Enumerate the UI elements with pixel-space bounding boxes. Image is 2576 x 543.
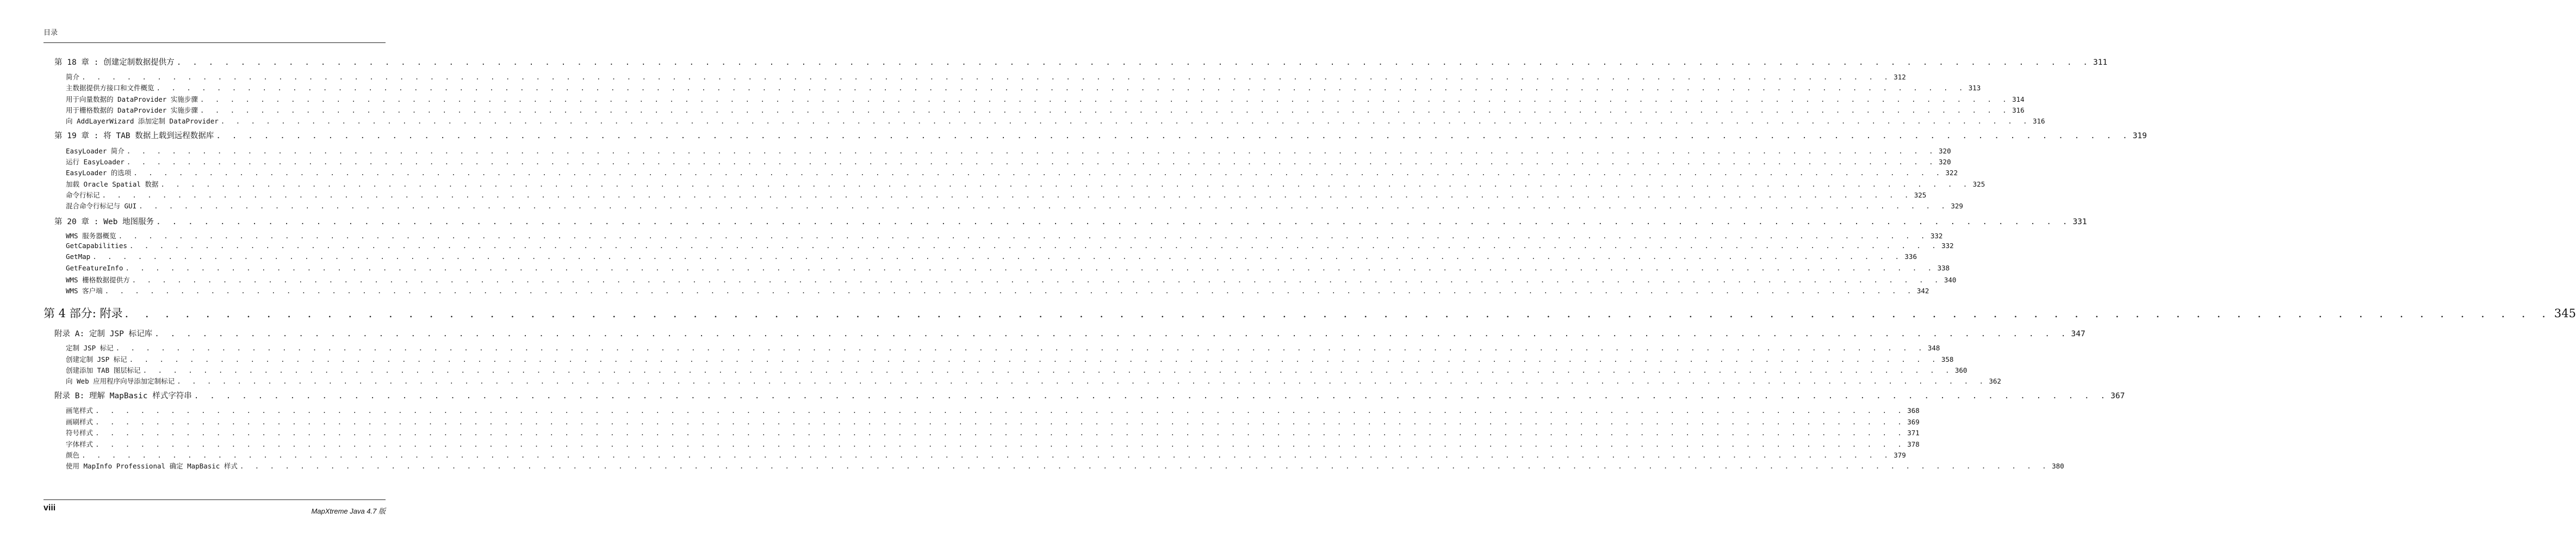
dot-leader: . . . . . . . . . . . . . . . . . . . . . . . . . . . . . . . . . . . . . . . . . . . . . . . . . . . . . . . . . . . . . . . . . . . . . . . . . . . . . . . . . . . . . . . . . . . . . . . . . . . . . . . . . . . . . . . . . . . . . . . .	[115, 344, 1926, 352]
toc-entry-page-number: 362	[1989, 377, 2001, 385]
toc-entry-page-number: 338	[1937, 264, 1950, 272]
toc-entry-page-number: 332	[1930, 232, 1943, 240]
toc-entry-title: GetFeatureInfo	[66, 264, 123, 272]
toc-entry-page-number: 325	[1972, 180, 1985, 188]
toc-entry-page-number: 360	[1954, 366, 1967, 374]
toc-entry-page-number: 325	[1914, 191, 1927, 199]
toc-entry-section[interactable]	[66, 365, 1967, 375]
toc-entry-title: 加载 Oracle Spatial 数据	[66, 180, 159, 188]
dot-leader: . . . . . . . . . . . . . . . . . . . . . . . . . . . . . . . . . . . . . . . . . . . . . . . . . . . . . . . . . . . . . . . . . . . . . . . . . . . . . . . . . . . . . . . . . . . . . . . . . . . . . . . . . . . . . . . . . . . . . . . .	[200, 106, 2010, 114]
dot-leader: . . . . . . . . . . . . . . . . . . . . . . . . . . . . . . . . . . . . . . . . . . . . . . . . . . . . . . . . . . . . . . . . . . . . . . . . . . . . . . . . . . . . . . . . . . . . . . . . . . . . . . . . . . . . . . . . . . . . . . . .	[126, 147, 1937, 155]
dot-leader: . . . . . . . . . . . . . . . . . . . . . . . . . . . . . . . . . . . . . . . . . . . . . . . . . . . . . . . . . . . . . . . . . . . . . . . . . . . . . . . . . . . . . . . . . . . . . . . . . . . . . . . . . . . . . . . . . . . . . . . .	[160, 180, 1971, 188]
toc-entry-title: 创建添加 TAB 图层标记	[66, 366, 141, 374]
dot-leader: . . . . . . . . . . . . . . . . . . . . . . . . . . . . . . . . . . . . . . . . . . . . . . . . . . . . . . . . . . . . . . . . . . . . . . . . . . . . . . . . . . . . . . . . . . . . . . . . . . . . . . . . . . . . . . . . . . . . . . . .	[95, 440, 1905, 448]
toc-entry-page-number: 312	[1894, 73, 1906, 81]
dot-leader: . . . . . . . . . . . . . . . . . . . . . . . . . . . . . . . . . . . . . . . . . . . . . . . . . . . . . . . . . . . . . . . . . . . . . . . . . . . . . . . . . . . . . . . . . . . . . . . . . . . . . . . . . . . . . . . . . . . . . . . .	[200, 95, 2010, 103]
toc-entry-title: 主数据提供方接口和文件概览	[66, 84, 154, 92]
toc-entry-chapter[interactable]	[54, 390, 2125, 401]
toc-entry-page-number: 371	[1907, 429, 1920, 437]
toc-entry-page-number: 342	[1916, 287, 1929, 295]
toc-entry-section[interactable]	[66, 201, 1963, 211]
dot-leader: . . . . . . . . . . . . . . . . . . . . . . . . . . . . . . . . . . . . . . . . . . . . . . . . . . . . . . . . . . . . . . . . . . . . . . . . . . . . . . . . . . . . . . . . . . . . . . . . . . . . . . . . . . . . . . . . . . . . . . . .	[82, 451, 1892, 459]
toc-entry-title: WMS 服务器概览	[66, 232, 116, 240]
dot-leader: . . . . . . . . . . . . . . . . . . . . . . . . . . . . . . . . . . . . . . . . . . . . . . . . . . . . . . . . . . . . . . . . . . . . . . . . . . . . . . . . . . . . . . . . . . . . . . . . . . . . . . . . . . . . . . . . . . . . . . . .	[104, 287, 1915, 295]
toc-entry-chapter[interactable]	[54, 328, 2085, 339]
dot-leader: . . . . . . . . . . . . . . . . . . . . . . . . . . . . . . . . . . . . . . . . . . . . . . . . . . . . . . . . . . . . . . . . . . . . . . . . . . . . . . . . . . . . . . . . . . . . . . . . . . . . . . . . . . . . . . . . . . . . . . . .	[139, 202, 1949, 210]
header-rule	[44, 42, 386, 43]
dot-leader: . . . . . . . . . . . . . . . . . . . . . . . . . . . . . . . . . . . . . . . . . . . . . . . . . . . . . . . . . . . . . . . . . . . . . . . . . . . . . . . . . . . . . . . . . . . . . . . . . . . . . . . . . . . . . . . . . . . . . . . .	[133, 169, 1944, 177]
toc-entry-title: 附录 A: 定制 JSP 标记库	[54, 330, 153, 338]
dot-leader: . . . . . . . . . . . . . . . . . . . . . . . . . . . . . . . . . . . . . . . . . . . . . . . . . . . . . . . . . . . . . . . . . . . . . . . . . . . . . . . . . . . . . . . . . . . . . . . . . . . . . . . . . . . . . . . . . . . . . . . .	[92, 252, 1903, 261]
dot-leader: . . . . . . . . . . . . . . . . . . . . . . . . . . . . . . . . . . . . . . . . . . . . . . . . . . . . . . . . . . . . . . . . . . . . . . . . . . . . . . . . . . . . . . . . . . . . . . . . . . . . . . . . . . . . . . . . . . . . . . . .	[129, 242, 1940, 250]
dot-leader: . . . . . . . . . . . . . . . . . . . . . . . . . . . . . . . . . . . . . . . . . . . . . . . . . . . . . . . . . . . . . . . . . . . . . . . . . . . . . . . . . . . . . . . . . . . . . . . . . . . . . . . . . . . . . . . . . . . . . . . .	[156, 218, 2071, 226]
dot-leader: . . . . . . . . . . . . . . . . . . . . . . . . . . . . . . . . . . . . . . . . . . . . . . . . . . . . . . . . . . . . . . . . . . . . . . . . . . . . . . . . . . . . . . . . . . . . . . . . . . . . . . . . . . . . . . . . . . . . . . . .	[220, 117, 2031, 125]
toc-entry-page-number: 311	[2093, 58, 2108, 67]
toc-entry-section[interactable]	[66, 179, 1985, 189]
toc-entry-section[interactable]	[66, 343, 1940, 353]
dot-leader: . . . . . . . . . . . . . . . . . . . . . . . . . . . . . . . . . . . . . . . . . . . . . . . . . . . . . . . . . . . . . . . . . . . . . . . . . . . . . . . . . . . . . . . . . . . . . . . . . . . . . . . . . . . . . . . . . . . . . . . .	[156, 84, 1966, 92]
toc-entry-title: 运行 EasyLoader	[66, 158, 125, 166]
toc-entry-chapter[interactable]	[54, 56, 2108, 67]
dot-leader: . . . . . . . . . . . . . . . . . . . . . . . . . . . . . . . . . . . . . . . . . . . . . . . . . . . . . . . . . . . . . . . . . . . . . . . . . . . . . . . . . . . . . . . . . . . . . . . . . . . . . . . . . . . . . . . . . . . . . . . .	[177, 377, 1987, 385]
toc-entry-section[interactable]	[66, 190, 1927, 200]
toc-entry-section[interactable]	[66, 417, 1920, 427]
dot-leader: . . . . . . . . . . . . . . . . . . . . . . . . . . . . . . . . . . . . . . . . . . . . . . . . . . . . . . . . . . . . . . . . . . . . . . . . . . . . . . . . . . . . . . . . . . . . . . . . . . . . . . . . . . . . . . . . . . . . . . . .	[176, 58, 2091, 67]
toc-entry-section[interactable]	[66, 94, 2025, 104]
toc-entry-title: 第 19 章 : 将 TAB 数据上载到远程数据库	[54, 132, 214, 140]
toc-entry-page-number: 379	[1894, 451, 1906, 459]
toc-entry-page-number: 348	[1927, 344, 1940, 352]
dot-leader: . . . . . . . . . . . . . . . . . . . . . . . . . . . . . . . . . . . . . . . . . . . . . . . . . . . . . . . . . . . . . . . . . . . . . . . . . . . . . . . . . . . . . . . . . . . . . . . . . . . . . . . . . . . . . . . . . . . . . . . .	[132, 276, 1942, 284]
toc-entry-page-number: 380	[2052, 462, 2064, 470]
toc-entry-title: 第 4 部分: 附录	[44, 307, 123, 320]
toc-entry-section[interactable]	[66, 116, 2045, 126]
dot-leader: . . . . . . . . . . . . . . . . . . . . . . . . . . . . . . . . . . . . . . . . . . . . . . . . . . . . . . . . . . . . . . . . . . . . . . . . . . . . . . . . . . . . . . . . . . . . . . . . . . . . . . . . . . . . . . . . . . . . . . . .	[216, 132, 2131, 140]
toc-entry-page-number: 322	[1945, 169, 1958, 177]
toc-entry-section[interactable]	[66, 405, 1920, 415]
dot-leader: . . . . . . . . . . . . . . . . . . . . . . . . . . . . . . . . . . . . . . . . . . . . . . . . . . . . . . . . . . . . . . . . . . . . . . . . . . . . . . . . . . . . . . . . . . . . . . . . . . . . . . . . . . . . . . . . . . . . . . . .	[125, 264, 1935, 272]
toc-entry-section[interactable]	[66, 168, 1958, 177]
toc-entry-page-number: 314	[2012, 95, 2025, 103]
toc-entry-title: 字体样式	[66, 440, 94, 448]
toc-entry-title: 命令行标记	[66, 191, 100, 199]
toc-entry-title: 混合命令行标记与 GUI	[66, 202, 137, 210]
toc-entry-title: GetMap	[66, 252, 91, 261]
toc-entry-section[interactable]	[66, 231, 1943, 240]
toc-entry-section[interactable]	[66, 72, 1906, 82]
toc-entry-title: GetCapabilities	[66, 242, 127, 250]
toc-entry-page-number: 316	[2012, 106, 2025, 114]
toc-entry-section[interactable]	[66, 242, 1954, 250]
running-header-title: 目录	[44, 29, 58, 37]
toc-entry-page-number: 369	[1907, 418, 1920, 426]
toc-entry-chapter[interactable]	[54, 215, 2087, 227]
dot-leader: . . . . . . . . . . . . . . . . . . . . . . . . . . . . . . . . . . . . . . . . . . . . . . . . . . . . . . . . . . . . . . . . . . . . . . . . . . . . . . . . . . . . . . . . . . . . . . . . . . . . . . . . . . . . . . . . . . . . . . . .	[102, 191, 1912, 199]
toc-entry-section[interactable]	[66, 286, 1929, 295]
toc-entry-section[interactable]	[66, 428, 1920, 437]
toc-entry-page-number: 367	[2111, 392, 2125, 400]
dot-leader: . . . . . . . . . . . . . . . . . . . . . . . . . . . . . . . . . . . . . . . . . . . . . . . . . . . . . . . . . . . . . . . . . . . . . . . . . . . . . . . . . . . . . . . . . . . . . . . . . . . . . . . . . . . . . . . . . . . . . . . .	[95, 406, 1905, 415]
toc-entry-title: 用于向量数据的 DataProvider 实施步骤	[66, 95, 198, 103]
dot-leader: . . . . . . . . . . . . . . . . . . . . . . . . . . . . . . . . . . . . . . . . . . . . . . . . . . . . . . . . . . . . . . . . . . . . . . . . . . . . . . . . . . . . . . . . . . . . . . . . . . . . . . . . . . . . . . . . . . . . . . . .	[95, 429, 1905, 437]
dot-leader: . . . . . . . . . . . . . . . . . . . . . . . . . . . . . . . . . . . . . . . . . . . . . . . . . . . . . . . . . . . . . . . . . . . . . . . . . . . . . . . . . . . . . . . . . . . . . . . . . . . . . . . . . . . . . . . . . . . . . . . .	[82, 73, 1892, 81]
toc-entry-title: 简介	[66, 73, 80, 81]
toc-entry-page-number: 340	[1944, 276, 1957, 284]
toc-entry-section[interactable]	[66, 83, 1981, 92]
toc-entry-page-number: 319	[2132, 132, 2147, 140]
toc-entry-title: 创建定制 JSP 标记	[66, 355, 127, 363]
toc-entry-page-number: 336	[1904, 252, 1917, 261]
toc-entry-page-number: 332	[1941, 242, 1954, 250]
toc-entry-section[interactable]	[66, 376, 2001, 386]
toc-entry-section[interactable]	[66, 157, 1951, 166]
toc-entry-page-number: 316	[2032, 117, 2045, 125]
footer-page-number: viii	[44, 503, 56, 513]
dot-leader: . . . . . . . . . . . . . . . . . . . . . . . . . . . . . . . . . . . . . . . . . . . . . . . . . . . . . . . . . . . . . . . . . . . . . . . . . . . . . . . . . . . . . . . . . . . . . . . . . . . . . . . . . . . . . . . . . . . . . . . .	[154, 330, 2069, 338]
toc-entry-title: 定制 JSP 标记	[66, 344, 114, 352]
toc-entry-section[interactable]	[66, 252, 1917, 261]
toc-entry-title: 第 20 章 : Web 地图服务	[54, 218, 154, 226]
toc-entry-page-number: 378	[1907, 440, 1920, 448]
dot-leader: . . . . . . . . . . . . . . . . . . . . . . . . . . . . . . . . . . . . . . . . . . . . . . . . . . . . . . . . . . . . . . . . . . . . . . . . . . . . . . . . . . . . . . . . . . . . . . . . . . . . . . . . . . . . . . . . . . . . . . . .	[129, 355, 1939, 363]
dot-leader: . . . . . . . . . . . . . . . . . . . . . . . . . . . . . . . . . . . . . . . . . . . . . . . . . . . . . . . . . . . . . . . . . . . . . . . . . . . . . . . . . . . . . . . . . . . . . . . . . . . . . . . . . . . . . . . . . . . . . . . .	[142, 366, 1953, 374]
dot-leader: . . . . . . . . . . . . . . . . . . . . . . . . . . . . . . . . . . . . . . . . . . . . . . . . . . . . . . . . . . . . . . . . . . . . . . . . . . . . . . . . . . . . . . . . . . . . . . . . . . . . . . . . . . . . . . . . . . . . . . . .	[118, 232, 1928, 240]
toc-entry-title: 向 AddLayerWizard 添加定制 DataProvider	[66, 117, 219, 125]
toc-entry-title: 颜色	[66, 451, 80, 459]
dot-leader: . . . . . . . . . . . . . . . . . . . . . . . . . . . . . . . . . . . . . . . . . . . . . . . . . . . . . . . . . . . . . . . . . . . . . . . . . . . . . . . . . . . . . . . . . . . . . . . . . . . . . . . . . . . . . . . . . . . . . . . .	[125, 307, 2552, 320]
dot-leader: . . . . . . . . . . . . . . . . . . . . . . . . . . . . . . . . . . . . . . . . . . . . . . . . . . . . . . . . . . . . . . . . . . . . . . . . . . . . . . . . . . . . . . . . . . . . . . . . . . . . . . . . . . . . . . . . . . . . . . . .	[239, 462, 2050, 470]
toc-entry-page-number: 320	[1939, 147, 1951, 155]
toc-entry-title: 使用 MapInfo Professional 确定 MapBasic 样式	[66, 462, 238, 470]
toc-entry-title: 附录 B: 理解 MapBasic 样式字符串	[54, 392, 192, 400]
toc-entry-title: 画笔样式	[66, 406, 94, 415]
toc-entry-section[interactable]	[66, 105, 2025, 115]
toc-entry-page-number: 358	[1941, 355, 1954, 363]
toc-entry-page-number: 320	[1939, 158, 1951, 166]
toc-entry-title: 用于栅格数据的 DataProvider 实施步骤	[66, 106, 198, 114]
toc-entry-chapter[interactable]	[54, 129, 2147, 141]
toc-entry-page-number: 345	[2554, 307, 2576, 320]
toc-entry-title: 第 18 章 : 创建定制数据提供方	[54, 58, 175, 67]
footer-document-title: MapXtreme Java 4.7 版	[311, 507, 386, 515]
toc-entry-page-number: 313	[1968, 84, 1981, 92]
toc-entry-title: EasyLoader 简介	[66, 147, 125, 155]
toc-entry-section[interactable]	[66, 275, 1957, 285]
toc-entry-title: WMS 栅格数据提供方	[66, 276, 130, 284]
toc-entry-section[interactable]	[66, 461, 2064, 471]
toc-entry-title: 画刷样式	[66, 418, 94, 426]
toc-entry-title: 符号样式	[66, 429, 94, 437]
toc-entry-page-number: 329	[1951, 202, 1963, 210]
toc-entry-title: WMS 客户端	[66, 287, 103, 295]
dot-leader: . . . . . . . . . . . . . . . . . . . . . . . . . . . . . . . . . . . . . . . . . . . . . . . . . . . . . . . . . . . . . . . . . . . . . . . . . . . . . . . . . . . . . . . . . . . . . . . . . . . . . . . . . . . . . . . . . . . . . . . .	[194, 392, 2109, 400]
footer-rule	[44, 499, 386, 500]
toc-entry-section[interactable]	[66, 450, 1906, 460]
toc-entry-page-number: 331	[2072, 218, 2087, 226]
toc-entry-title: EasyLoader 的选项	[66, 169, 132, 177]
toc-entry-section[interactable]	[66, 264, 1950, 272]
toc-entry-title: 向 Web 应用程序向导添加定制标记	[66, 377, 175, 385]
toc-entry-part[interactable]	[44, 305, 2576, 321]
toc-entry-section[interactable]	[66, 146, 1951, 156]
toc-entry-section[interactable]	[66, 354, 1954, 364]
dot-leader: . . . . . . . . . . . . . . . . . . . . . . . . . . . . . . . . . . . . . . . . . . . . . . . . . . . . . . . . . . . . . . . . . . . . . . . . . . . . . . . . . . . . . . . . . . . . . . . . . . . . . . . . . . . . . . . . . . . . . . . .	[95, 418, 1905, 426]
toc-entry-page-number: 368	[1907, 406, 1920, 415]
toc-entry-page-number: 347	[2071, 330, 2085, 338]
toc-entry-section[interactable]	[66, 439, 1920, 449]
dot-leader: . . . . . . . . . . . . . . . . . . . . . . . . . . . . . . . . . . . . . . . . . . . . . . . . . . . . . . . . . . . . . . . . . . . . . . . . . . . . . . . . . . . . . . . . . . . . . . . . . . . . . . . . . . . . . . . . . . . . . . . .	[126, 158, 1937, 166]
